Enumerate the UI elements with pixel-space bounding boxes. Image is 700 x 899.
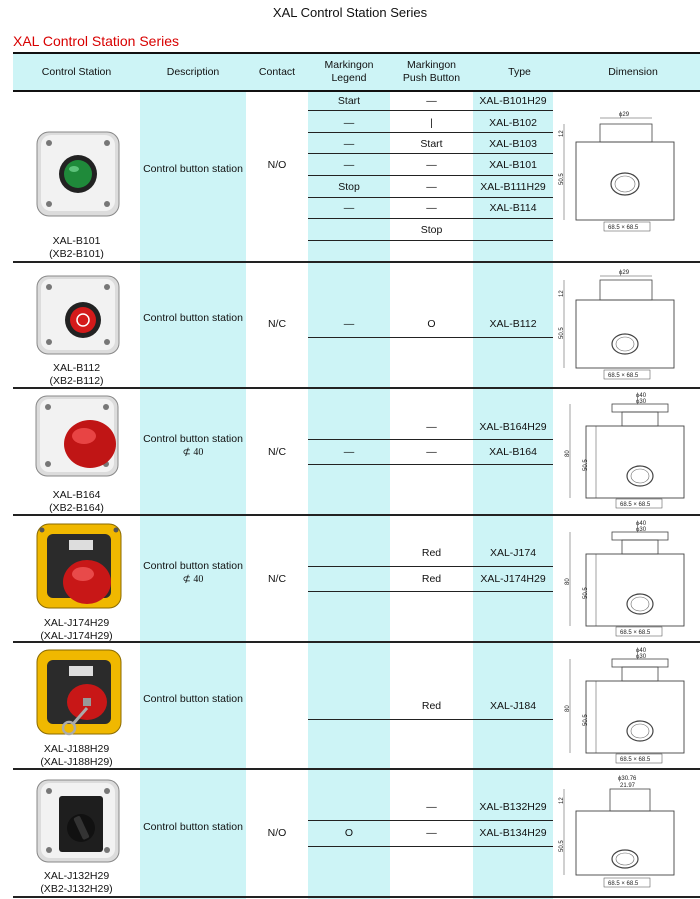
type-cell: XAL-B164 [489,446,537,458]
station-description: Control button station [143,163,243,175]
section-title: XAL Control Station Series [13,33,180,49]
station-alt-model: (XB2-J132H29) [40,883,113,895]
legend-cell: — [343,318,355,330]
station-model: XAL-B101 [52,235,101,247]
station-description [140,560,246,586]
sub-row-line [308,218,553,219]
station-model: XAL-B112 [52,362,101,374]
dim-height-top: 12 [559,797,565,804]
station-photo-key-release [33,646,127,738]
legend-cell: — [343,446,355,458]
dim-diameter-inner: ϕ30 [636,654,647,660]
dim-diameter-inner: ϕ30 [636,527,647,533]
dim-size: 68.5 × 68.5 [620,757,651,763]
header-control-station: Control Station [41,65,112,78]
station-contact: N/O [267,827,287,839]
legend-cell: — [343,138,355,150]
dim-height-top: 12 [559,130,565,137]
sub-row-line [308,846,553,847]
push-cell: — [426,801,437,813]
push-cell: — [426,446,437,458]
header-contact: Contact [258,65,296,78]
station-contact: N/C [267,318,287,330]
push-cell: — [426,95,437,107]
dimension-drawing [556,266,696,384]
page-title: XAL Control Station Series [272,5,428,20]
description-column-band [140,92,246,899]
station-caption [13,362,140,388]
dimension-drawing [556,102,696,232]
station-alt-model: (XB2-B112) [49,375,104,387]
sub-row-line [308,132,553,133]
station-caption [13,489,140,515]
station-alt-model: (XAL-J188H29) [40,756,113,768]
sub-row-line [308,591,553,592]
sub-row-line [308,337,553,338]
header-push-button: Markingon Push Button [402,59,461,84]
dim-diameter: ϕ29 [619,270,630,276]
description-text: Control button station [143,433,243,445]
type-cell: XAL-J184 [489,700,537,712]
dim-height-body: 50.5 [583,587,589,599]
station-model: XAL-J188H29 [43,743,110,755]
sub-row-line [308,719,553,720]
dim-height-body: 50.5 [583,714,589,726]
dim-diameter: ϕ29 [619,112,630,118]
push-cell: Start [420,138,443,150]
station-caption [13,617,140,643]
push-cell: — [426,827,437,839]
dim-size: 68.5 × 68.5 [620,630,651,636]
dim-diameter: ϕ30.76 [618,776,637,782]
dim-height-top: 12 [559,290,565,297]
station-photo-mushroom [30,392,126,482]
header-dimension: Dimension [608,65,658,78]
dimension-drawing [556,390,696,512]
dim-diameter: ϕ40 [636,648,647,654]
sub-row-line [308,820,553,821]
header-type: Type [508,65,531,78]
push-cell: O [427,318,436,330]
type-cell: XAL-B134H29 [479,827,547,839]
sub-row-line [308,566,553,567]
push-cell: Red [421,573,442,585]
dim-size: 68.5 × 68.5 [608,225,639,231]
header-legend: Markingon Legend [324,59,374,84]
station-alt-model: (XB2-B164) [49,502,104,514]
station-caption [13,743,140,769]
station-photo-yellow-emergency [33,520,127,612]
dimension-drawing [556,773,696,893]
type-cell: XAL-B102 [489,117,537,129]
station-contact: N/C [267,573,287,585]
station-description: Control button station [143,693,243,705]
dim-diameter: ϕ40 [636,521,647,527]
push-cell: — [426,159,437,171]
dim-size: 68.5 × 68.5 [608,881,639,887]
dim-diameter-inner: ϕ30 [636,399,647,405]
station-model: XAL-J174H29 [43,617,110,629]
type-cell: XAL-J174H29 [480,573,546,585]
type-cell: XAL-B101H29 [479,95,547,107]
push-cell: — [426,421,437,433]
station-model: XAL-J132H29 [43,870,110,882]
type-cell: XAL-J174 [489,547,537,559]
dimension-drawing [556,518,696,640]
header-description: Description [166,65,220,78]
legend-cell: Start [337,95,361,107]
dim-height-body: 50.5 [559,327,565,339]
type-cell: XAL-B111H29 [480,181,546,193]
type-cell: XAL-B164H29 [479,421,547,433]
dim-height-body: 50.5 [583,459,589,471]
description-text: Control button station [143,560,243,572]
sub-row-line [308,110,553,111]
dim-height-body: 50.5 [559,840,565,852]
push-cell: Red [421,547,442,559]
type-cell: XAL-B112 [489,318,537,330]
sub-row-line [308,175,553,176]
legend-cell: O [344,827,354,839]
dim-height-top: 80 [565,450,571,457]
dim-diameter: ϕ40 [636,393,647,399]
dim-size: 68.5 × 68.5 [608,373,639,379]
station-description [140,433,246,459]
station-contact: N/C [267,446,287,458]
legend-cell: Stop [338,181,360,193]
station-photo-green [33,126,123,222]
type-cell: XAL-B114 [489,202,537,214]
legend-cell: — [343,159,355,171]
sub-row-line [308,439,553,440]
type-cell: XAL-B132H29 [479,801,547,813]
type-cell: XAL-B101 [489,159,537,171]
row-separator [13,261,700,263]
push-cell: | [430,117,433,129]
dim-height-top: 80 [565,705,571,712]
push-cell: — [426,202,437,214]
dimension-drawing [556,645,696,767]
legend-cell: — [343,202,355,214]
station-photo-selector [33,776,123,866]
description-symbol: ⊄ 40 [182,447,204,458]
dim-diameter-inner: 21.97 [620,783,636,789]
sub-row-line [308,197,553,198]
station-alt-model: (XAL-J174H29) [40,630,113,642]
table-header [13,54,700,92]
station-photo-red [33,272,123,358]
push-cell: — [426,181,437,193]
station-caption [13,235,140,261]
sub-row-line [308,240,553,241]
legend-cell: — [343,117,355,129]
description-symbol: ⊄ 40 [182,574,204,585]
station-description: Control button station [143,821,243,833]
row-separator [13,896,700,898]
dim-size: 68.5 × 68.5 [620,502,651,508]
dim-height-body: 50.5 [559,173,565,185]
station-contact: N/O [267,159,287,171]
station-alt-model: (XB2-B101) [49,248,104,260]
push-cell: Red [421,700,442,712]
push-cell: Stop [420,224,443,236]
station-model: XAL-B164 [52,489,101,501]
sub-row-line [308,153,553,154]
station-caption [13,870,140,896]
type-cell: XAL-B103 [489,138,537,150]
sub-row-line [308,464,553,465]
dim-height-top: 80 [565,578,571,585]
station-description: Control button station [143,312,243,324]
